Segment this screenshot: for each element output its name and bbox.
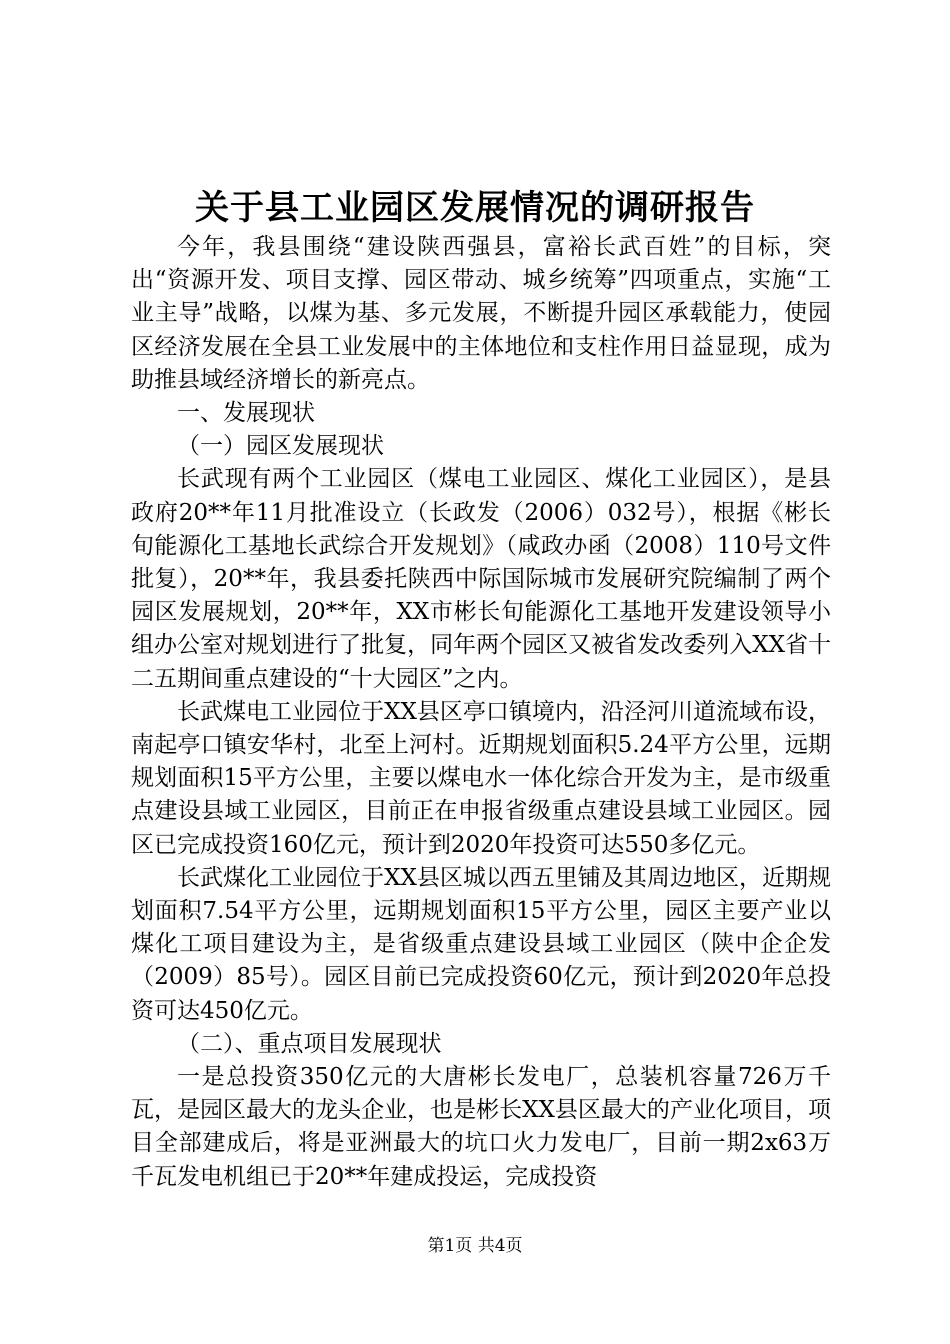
paragraph-intro: 今年，我县围绕“建设陕西强县，富裕长武百姓”的目标，突出“资源开发、项目支撑、园区带动、城乡统筹”四项重点，实施“工业主导”战略，以煤为基、多元发展，不断提升园区承载能力，使园区经济发展在全县工业发展中的主体地位和支柱作用日益显现，成为助推县域经济增长的新亮点。 bbox=[131, 234, 831, 393]
page-number-footer: 第1页 共4页 bbox=[427, 1236, 523, 1256]
paragraph-datang-plant: 一是总投资350亿元的大唐彬长发电厂，总装机容量726万千瓦，是园区最大的龙头企业，也是彬长XX县区最大的产业化项目，项目全部建成后，将是亚洲最大的坑口火力发电厂，目前一期2x63万千瓦发电机组已于20**年建成投运，完成投资 bbox=[131, 1064, 831, 1190]
document-title: 关于县工业园区发展情况的调研报告 bbox=[195, 188, 755, 228]
subsection-heading-park-status: （一）园区发展现状 bbox=[177, 433, 384, 460]
paragraph-coal-power-park: 长武煤电工业园位于XX县区亭口镇境内，沿泾河川道流域布设，南起亭口镇安华村，北至上河村。近期规划面积5.24平方公里，远期规划面积15平方公里，主要以煤电水一体化综合开发为主，是市级重点建设县域工业园区，目前正在申报省级重点建设县域工业园区。园区已完成投资160亿元，预计到2020年投资可达550多亿元。 bbox=[131, 698, 831, 858]
document-body bbox=[131, 231, 831, 1194]
paragraph-park-overview: 长武现有两个工业园区（煤电工业园区、煤化工业园区），是县政府20**年11月批准设立（长政发（2006）032号），根据《彬长旬能源化工基地长武综合开发规划》（咸政办函（2008）110号文件批复），20**年，我县委托陕西中际国际城市发展研究院编制了两个园区发展规划，20**年，XX市彬长旬能源化工基地开发建设领导小组办公室对规划进行了批复，同年两个园区又被省发改委列入XX省十二五期间重点建设的“十大园区”之内。 bbox=[131, 466, 831, 692]
subsection-heading-key-projects: （二）、重点项目发展现状 bbox=[177, 1030, 442, 1057]
section-heading-status: 一、发展现状 bbox=[177, 400, 315, 427]
paragraph-coal-chemical-park: 长武煤化工业园位于XX县区城以西五里铺及其周边地区，近期规划面积7.54平方公里，远期规划面积15平方公里，园区主要产业以煤化工项目建设为主，是省级重点建设县域工业园区（陕中企企发（2009）85号）。园区目前已完成投资60亿元，预计到2020年总投资可达450亿元。 bbox=[131, 864, 831, 1024]
